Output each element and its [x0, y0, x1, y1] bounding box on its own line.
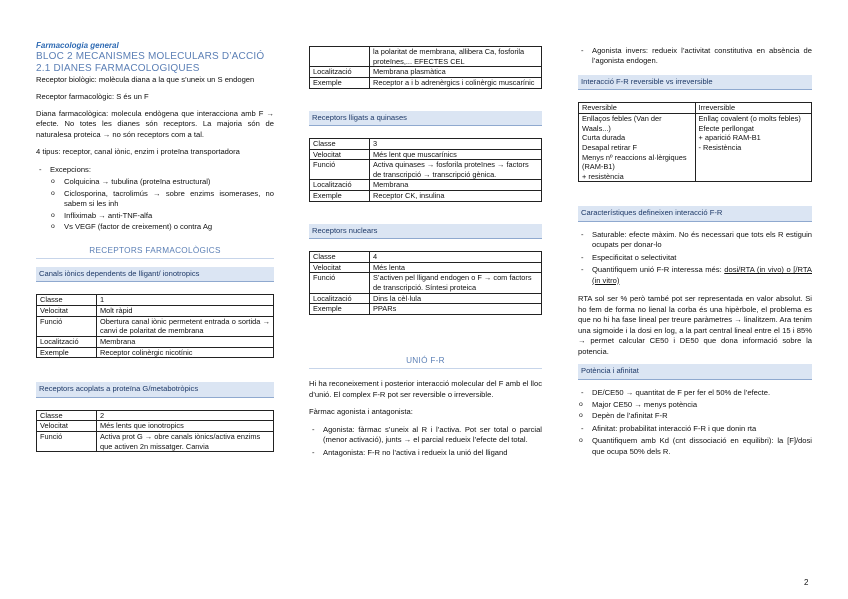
table-cell: Funció: [37, 431, 97, 451]
kinase-table: [309, 138, 542, 202]
table-cell: 2: [97, 410, 274, 421]
table-cell: Membrana: [97, 336, 274, 347]
table-cell: Funció: [310, 273, 370, 293]
table-cell: Classe: [310, 252, 370, 263]
table-cell: Funció: [37, 316, 97, 336]
table-cell: Velocitat: [37, 306, 97, 317]
table-cell: Localització: [310, 67, 370, 78]
list-item: - Antagonista: F-R no l’activa i redueix la unió del lligand: [309, 448, 542, 458]
section-subtitle: 2.1 DIANES FARMACOLOGIQUES: [36, 62, 200, 74]
table-cell: Localització: [37, 336, 97, 347]
table-cell: 4: [370, 252, 542, 263]
exceptions-list: [36, 165, 274, 233]
table-row: [579, 114, 812, 182]
table-row: [310, 180, 542, 191]
nuclear-heading: Receptors nuclears: [309, 224, 542, 239]
kinase-heading: Receptors lligats a quinases: [309, 111, 542, 126]
gprotein-table-continued: [309, 46, 542, 89]
list-item: - Agonista invers: redueix l’activitat constitutiva en absència de l’agonista endogen.: [578, 46, 812, 67]
table-row: [310, 138, 542, 149]
characteristics-heading: Característiques defineixen interacció F-R: [578, 206, 812, 221]
table-cell: Localització: [310, 293, 370, 304]
potency-list: [578, 388, 812, 398]
union-caption: UNIÓ F-R: [309, 355, 542, 369]
list-item: o Depèn de l’afinitat F-R: [578, 411, 812, 421]
table-cell: Classe: [37, 295, 97, 306]
table-cell: Receptor colinèrgic nicotínic: [97, 347, 274, 358]
table-cell: 1: [97, 295, 274, 306]
table-row: [37, 316, 274, 336]
agonist-list: [309, 425, 542, 458]
column-right: [578, 46, 812, 458]
table-row: [37, 295, 274, 306]
table-cell: 3: [370, 138, 542, 149]
table-row: [310, 252, 542, 263]
table-row: [579, 103, 812, 114]
table-cell: Exemple: [37, 347, 97, 358]
list-item: [578, 388, 812, 398]
table-cell: Molt ràpid: [97, 306, 274, 317]
nuclear-table: [309, 251, 542, 315]
table-cell: Més lent que muscarínics: [370, 149, 542, 160]
list-item: - Afinitat: probabilitat interacció F-R i que donin rta: [578, 424, 812, 434]
table-header-cell: Reversible: [579, 103, 696, 114]
list-item-text: Quantifiquem unió F-R interessa més:: [592, 265, 725, 275]
potency-sublist: [578, 400, 812, 422]
table-row: [310, 160, 542, 180]
list-item: - Agonista: fàrmac s’uneix al R i l’activa. Pot ser total o parcial (menor activació), junts → el parcial redueix l’efecte del total.: [309, 425, 542, 446]
table-cell: Classe: [37, 410, 97, 421]
reversible-heading: Interacció F-R reversible vs irreversible: [578, 75, 812, 90]
table-cell: Membrana: [370, 180, 542, 191]
agonist-heading: Fàrmac agonista i antagonista:: [309, 407, 413, 417]
table-cell: PPARs: [370, 304, 542, 315]
table-cell: Activa quinases → fosforila proteïnes → factors de transcripció → transcripció gènica.: [370, 160, 542, 180]
table-row: [37, 306, 274, 317]
table-cell: Velocitat: [37, 421, 97, 432]
affinity-sublist: [578, 436, 812, 457]
table-row: [37, 421, 274, 432]
gprotein-heading: Receptors acoplats a proteïna G/metabotròpics: [36, 382, 274, 397]
potency-heading: Potència i afinitat: [578, 364, 812, 379]
table-row: [310, 304, 542, 315]
table-row: [37, 410, 274, 421]
paragraph-receptor-farmacologic: Receptor farmacològic: S és un F: [36, 91, 149, 101]
list-item: [36, 165, 274, 233]
table-cell: la polaritat de membrana, allibera Ca, fosforila proteïnes,... EFECTES CEL: [370, 47, 542, 67]
table-row: [310, 47, 542, 67]
list-item-text: DE/CE50 → quantitat de F per fer el 50% de l’efecte.: [592, 387, 771, 397]
table-cell: Velocitat: [310, 149, 370, 160]
page-number: 2: [804, 578, 809, 587]
table-cell: Exemple: [310, 304, 370, 315]
table-cell: Enllaç covalent (o molts febles) Efecte perllongat + aparició RAM-B1 - Resistència: [695, 114, 812, 182]
list-item: [578, 265, 812, 286]
paragraph-union: Hi ha reconeixement i posterior interacció molecular del F amb el lloc d’unió. El complex F-R pot ser reversible o irreversible.: [309, 379, 542, 399]
list-item: - Saturable: efecte màxim. No és necessari que tots els R estiguin ocupats per donar-lo: [578, 230, 812, 251]
table-header-cell: Irreversible: [695, 103, 812, 114]
paragraph-tipus: 4 tipus: receptor, canal iònic, enzim i proteïna transportadora: [36, 147, 240, 157]
table-row: [310, 191, 542, 202]
table-cell: Receptor a i b adrenèrgics i colinèrgic muscarínic: [370, 77, 542, 88]
reversible-table: [578, 102, 812, 182]
table-cell: Classe: [310, 138, 370, 149]
list-item: o Infliximab → anti-TNF-alfa: [50, 211, 274, 221]
inverse-agonist-list: [578, 46, 812, 67]
table-cell: Velocitat: [310, 262, 370, 273]
table-cell: S’activen pel lligand endogen o F → com factors de transcripció. Síntesi proteica: [370, 273, 542, 293]
table-row: [310, 77, 542, 88]
document-header: Farmacologia general: [36, 41, 119, 50]
table-cell: Dins la cèl·lula: [370, 293, 542, 304]
table-cell: Més lents que ionotropics: [97, 421, 274, 432]
gprotein-table: [36, 410, 274, 453]
receptors-caption: RECEPTORS FARMACOLÒGICS: [36, 245, 274, 259]
list-item: o Vs VEGF (factor de creixement) o contra Ag: [50, 222, 274, 232]
bloc-title: BLOC 2 MECANISMES MOLECULARS D’ACCIÓ: [36, 51, 265, 63]
column-left: [36, 40, 274, 452]
list-item: o Colquicina → tubulina (proteïna estructural): [50, 177, 274, 187]
exceptions-sublist: [50, 177, 274, 232]
dose-rta-text: dosi/RTA (in vivo) o [/RTA (in vitro): [592, 265, 812, 285]
table-cell: Més lenta: [370, 262, 542, 273]
table-row: [310, 273, 542, 293]
affinity-list: [578, 424, 812, 434]
table-cell: Exemple: [310, 191, 370, 202]
table-row: [37, 336, 274, 347]
list-item: - Especificitat o selectivitat: [578, 253, 812, 263]
table-cell: [310, 47, 370, 67]
table-row: [37, 431, 274, 451]
column-middle: [309, 46, 542, 464]
table-cell: Receptor CK, insulina: [370, 191, 542, 202]
exceptions-label: Excepcions:: [50, 164, 91, 174]
paragraph-diana: Diana farmacològica: molecula endògena que interacciona amb F → efecte. No totes les dianes són receptors. La majoria són de naturalesa proteica → no són receptors com a tal.: [36, 108, 274, 139]
ionotropic-heading: Canals iònics dependents de lligant/ ionotropics: [36, 267, 274, 282]
table-cell: Exemple: [310, 77, 370, 88]
list-item: o Quantifiquem amb Kd (cnt dissociació en equilibri): la [F]/dosi que ocupa 50% dels R.: [578, 436, 812, 457]
list-item: o Major CE50 → menys potència: [578, 400, 812, 410]
table-cell: Membrana plasmàtica: [370, 67, 542, 78]
table-cell: Obertura canal iònic permetent entrada o sortida → canvi de polaritat de membrana: [97, 316, 274, 336]
table-row: [310, 293, 542, 304]
table-cell: Activa prot G → obre canals iònics/activa enzims que activen 2n missatger. Canvia: [97, 431, 274, 451]
table-cell: Enllaços febles (Van der Waals...) Curta durada Desapal retirar F Menys nº reaccions al·lèrgiques (RAM-B1) + resistència: [579, 114, 696, 182]
table-row: [37, 347, 274, 358]
table-row: [310, 149, 542, 160]
paragraph-receptor-biologic: Receptor biològic: molècula diana a la que s’uneix un S endogen: [36, 75, 255, 85]
table-row: [310, 67, 542, 78]
list-item: o Ciclosporina, tacrolimús → sobre enzims isomerases, no sabem si les inh: [50, 189, 274, 210]
table-cell: Funció: [310, 160, 370, 180]
table-row: [310, 262, 542, 273]
paragraph-rta: RTA sol ser % però també pot ser representada en valor absolut. Si ho fem de forma no lienal la corba és una hipèrbole, el problema es que no hi ha fase lineal per treure paràmetres → linalitzem. Ara tenim una sigmoide i la dosi en log, a la part central lineal entre el 15 i 85% → permet calcular CE50 i DE50 que dona informació sobre la potencia.: [578, 294, 812, 356]
characteristics-list: [578, 230, 812, 286]
table-cell: Localització: [310, 180, 370, 191]
ionotropic-table: [36, 294, 274, 358]
